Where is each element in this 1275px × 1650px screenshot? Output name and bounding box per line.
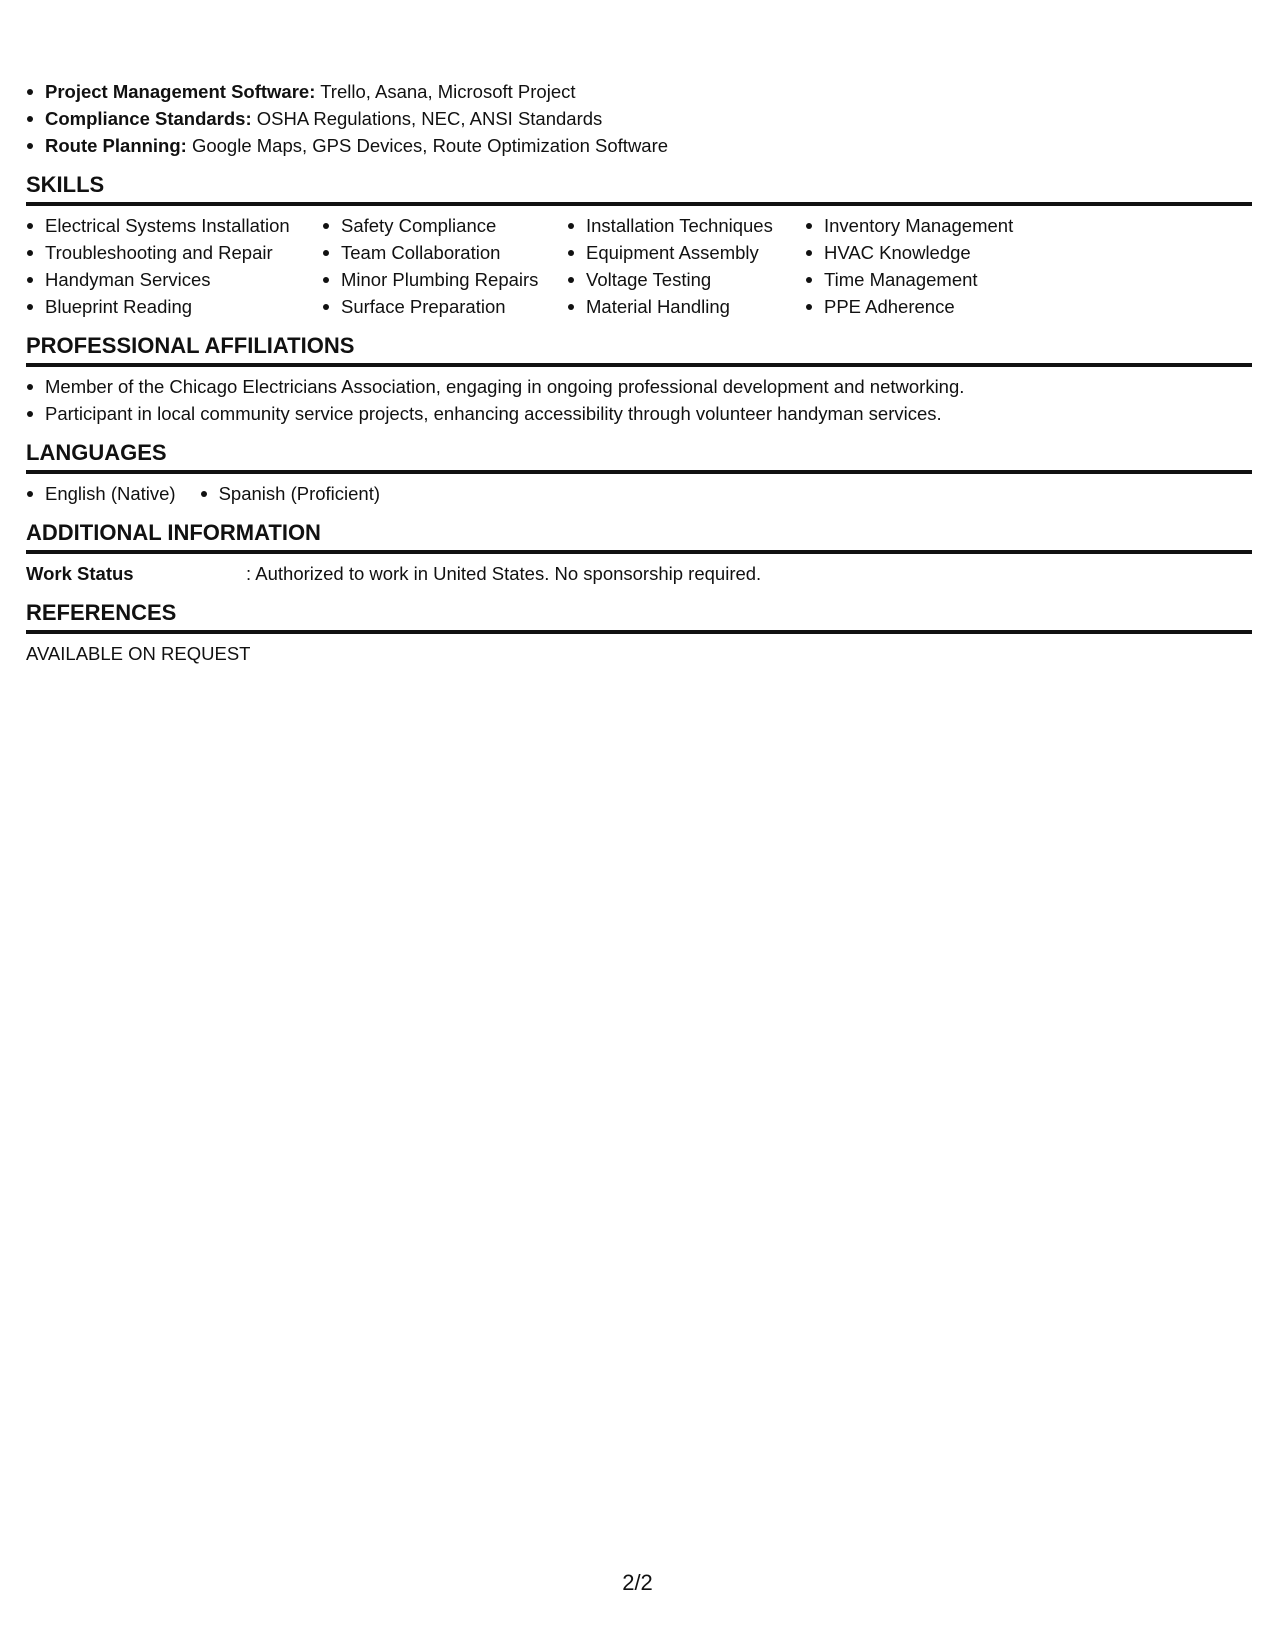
tool-value: OSHA Regulations, NEC, ANSI Standards (256, 108, 603, 129)
skills-column (567, 212, 805, 320)
language-item: English (Native) (26, 480, 176, 507)
affiliations-heading: PROFESSIONAL AFFILIATIONS (26, 331, 1252, 367)
skill-item: Inventory Management (805, 212, 1065, 239)
skill-item: Team Collaboration (322, 239, 567, 266)
tool-label: Compliance Standards: (45, 108, 252, 129)
tools-list (26, 78, 1252, 159)
languages-list (26, 480, 1252, 507)
affiliation-item: Participant in local community service projects, enhancing accessibility through volunteer handyman services. (26, 400, 1252, 427)
references-text: AVAILABLE ON REQUEST (26, 643, 251, 664)
skill-item: HVAC Knowledge (805, 239, 1065, 266)
work-status-label: Work Status (26, 563, 134, 584)
affiliation-item: Member of the Chicago Electricians Association, engaging in ongoing professional development and networking. (26, 373, 1252, 400)
skill-item: Blueprint Reading (26, 293, 322, 320)
skill-item: Minor Plumbing Repairs (322, 266, 567, 293)
skills-grid (26, 212, 1252, 320)
skill-item: Safety Compliance (322, 212, 567, 239)
skill-item: Surface Preparation (322, 293, 567, 320)
skills-column (322, 212, 567, 320)
skill-item: Electrical Systems Installation (26, 212, 322, 239)
skill-item: Equipment Assembly (567, 239, 805, 266)
references-heading: REFERENCES (26, 598, 1252, 634)
additional-info-heading: ADDITIONAL INFORMATION (26, 518, 1252, 554)
work-status-row (26, 560, 1252, 587)
tool-label: Route Planning: (45, 135, 187, 156)
languages-heading: LANGUAGES (26, 438, 1252, 474)
skill-item: PPE Adherence (805, 293, 1065, 320)
tool-label: Project Management Software: (45, 81, 316, 102)
skill-item: Installation Techniques (567, 212, 805, 239)
list-item (26, 78, 1252, 105)
skills-column (805, 212, 1065, 320)
skill-item: Handyman Services (26, 266, 322, 293)
skill-item: Voltage Testing (567, 266, 805, 293)
tool-value: Google Maps, GPS Devices, Route Optimization Software (191, 135, 669, 156)
skill-item: Troubleshooting and Repair (26, 239, 322, 266)
page-number: 2/2 (622, 1570, 653, 1595)
language-item: Spanish (Proficient) (200, 480, 380, 507)
skill-item: Time Management (805, 266, 1065, 293)
skills-heading: SKILLS (26, 170, 1252, 206)
skills-column (26, 212, 322, 320)
resume-page (26, 78, 1252, 667)
list-item (26, 132, 1252, 159)
work-status-value: : Authorized to work in United States. No sponsorship required. (246, 563, 762, 584)
list-item (26, 105, 1252, 132)
tool-value: Trello, Asana, Microsoft Project (320, 81, 576, 102)
affiliations-list (26, 373, 1252, 427)
skill-item: Material Handling (567, 293, 805, 320)
